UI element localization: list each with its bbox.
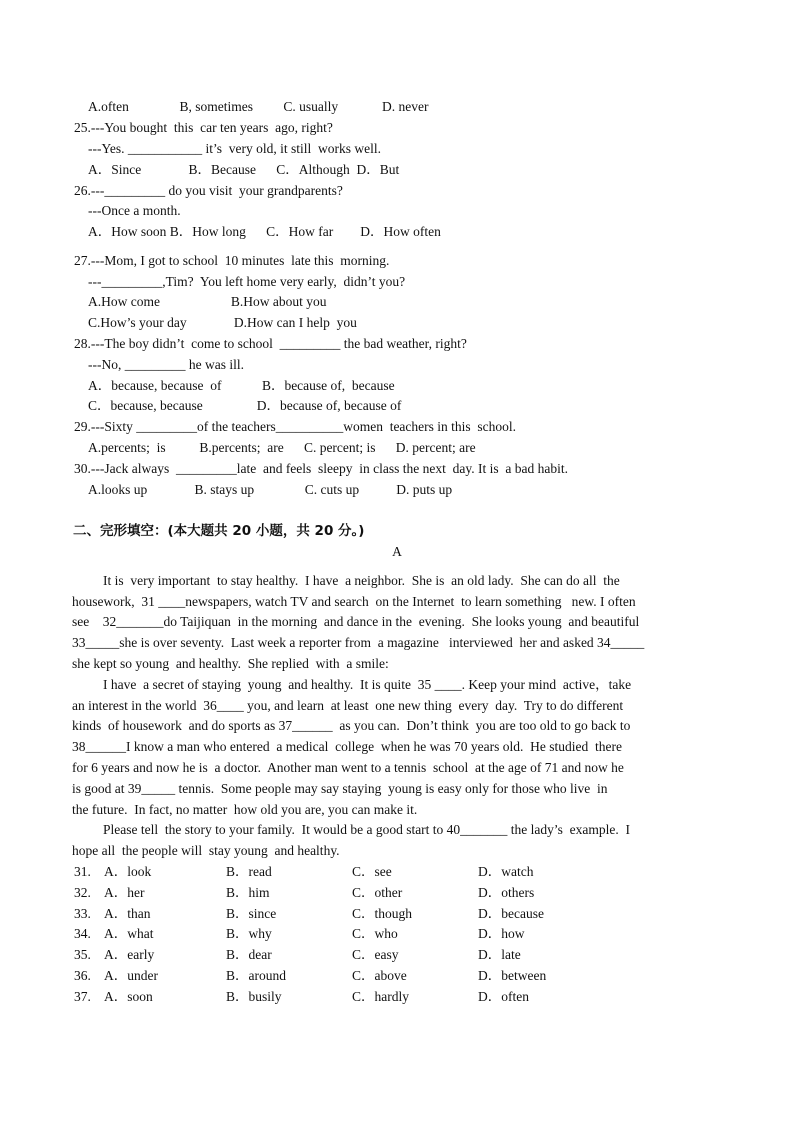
option-d: D．watch <box>478 864 534 879</box>
passage-line: Please tell the story to your family. It would be a good start to 40_______ the lady’s example. I <box>103 822 631 837</box>
option-d: D．others <box>478 885 535 900</box>
option-c: C．though <box>352 906 413 921</box>
q26-prompt: 26.---_________ do you visit your grandparents? <box>74 183 343 198</box>
q28-options-ab: A．because, because of B．because of, because <box>88 378 395 393</box>
passage-line: kinds of housework and do sports as 37______ as you can. Don’t think you are too old to go back to <box>72 718 631 733</box>
q25-options: A．Since B．Because C．Although D．But <box>88 162 400 177</box>
option-c: C．above <box>352 968 407 983</box>
option-a: A．than <box>104 906 151 921</box>
passage-line: an interest in the world 36____ you, and learn at least one new thing every day. Try to do different <box>72 698 624 713</box>
passage-line: It is very important to stay healthy. I have a neighbor. She is an old lady. She can do all the <box>103 573 620 588</box>
q29-prompt: 29.---Sixty _________of the teachers__________women teachers in this school. <box>74 419 517 434</box>
q28-options-cd: C．because, because D．because of, because of <box>88 398 402 413</box>
option-c: C．hardly <box>352 989 409 1004</box>
passage-line: she kept so young and healthy. She replied with a smile: <box>72 656 389 671</box>
q29-options: A.percents; is B.percents; are C. percent; is D. percent; are <box>88 440 476 455</box>
q27-prompt: 27.---Mom, I got to school 10 minutes late this morning. <box>74 253 390 268</box>
option-a: A．look <box>104 864 152 879</box>
option-number: 32. <box>74 885 91 900</box>
passage-line: I have a secret of staying young and healthy. It is quite 35 ____. Keep your mind active，take <box>103 677 632 692</box>
option-d: D．late <box>478 947 521 962</box>
q24-options: A.often B, sometimes C. usually D. never <box>88 99 429 114</box>
option-a: A．what <box>104 926 154 941</box>
option-number: 33. <box>74 906 91 921</box>
q27-options-cd: C.How’s your day D.How can I help you <box>88 315 357 330</box>
passage-line: housework, 31 ____newspapers, watch TV and search on the Internet to learn something new. I often <box>72 594 636 609</box>
option-number: 37. <box>74 989 91 1004</box>
passage-line: hope all the people will stay young and healthy. <box>72 843 340 858</box>
passage-line: see 32_______do Taijiquan in the morning and dance in the evening. She looks young and beautiful <box>72 614 640 629</box>
passage-line: the future. In fact, no matter how old you are, you can make it. <box>72 802 418 817</box>
option-number: 36. <box>74 968 91 983</box>
option-b: B．why <box>226 926 272 941</box>
q28-reply: ---No, _________ he was ill. <box>88 357 244 372</box>
option-b: B．him <box>226 885 270 900</box>
q30-prompt: 30.---Jack always _________late and feels sleepy in class the next day. It is a bad habit. <box>74 461 568 476</box>
option-a: A．her <box>104 885 145 900</box>
option-a: A．soon <box>104 989 153 1004</box>
option-number: 35. <box>74 947 91 962</box>
option-d: D．between <box>478 968 547 983</box>
option-d: D．often <box>478 989 529 1004</box>
option-c: C．other <box>352 885 403 900</box>
option-b: B．around <box>226 968 286 983</box>
option-b: B．busily <box>226 989 282 1004</box>
option-b: B．read <box>226 864 272 879</box>
q25-reply: ---Yes. ___________ it’s very old, it still works well. <box>88 141 381 156</box>
q25-prompt: 25.---You bought this car ten years ago, right? <box>74 120 333 135</box>
passage-line: is good at 39_____ tennis. Some people may say staying young is easy only for those who live in <box>72 781 608 796</box>
option-b: B．since <box>226 906 277 921</box>
option-number: 34. <box>74 926 91 941</box>
option-c: C．see <box>352 864 392 879</box>
option-a: A．under <box>104 968 158 983</box>
q27-options-ab: A.How come B.How about you <box>88 294 327 309</box>
option-d: D．because <box>478 906 544 921</box>
passage-line: for 6 years and now he is a doctor. Another man went to a tennis school at the age of 71 and now he <box>72 760 624 775</box>
q28-prompt: 28.---The boy didn’t come to school _________ the bad weather, right? <box>74 336 467 351</box>
q27-reply: ---_________,Tim? You left home very early, didn’t you? <box>88 274 406 289</box>
option-b: B．dear <box>226 947 272 962</box>
passage-line: 38______I know a man who entered a medical college when he was 70 years old. He studied there <box>72 739 622 754</box>
option-d: D．how <box>478 926 525 941</box>
option-a: A．early <box>104 947 155 962</box>
option-c: C．who <box>352 926 398 941</box>
q30-options: A.looks up B. stays up C. cuts up D. puts up <box>88 482 453 497</box>
option-number: 31. <box>74 864 91 879</box>
passage-label: A <box>392 544 402 559</box>
q26-options: A．How soon B．How long C．How far D．How often <box>88 224 441 239</box>
q26-reply: ---Once a month. <box>88 203 181 218</box>
section-heading: 二、完形填空：(本大题共 20 小题，共 20 分。) <box>73 523 365 539</box>
option-c: C．easy <box>352 947 399 962</box>
passage-line: 33_____she is over seventy. Last week a reporter from a magazine interviewed her and asked 34_____ <box>72 635 645 650</box>
